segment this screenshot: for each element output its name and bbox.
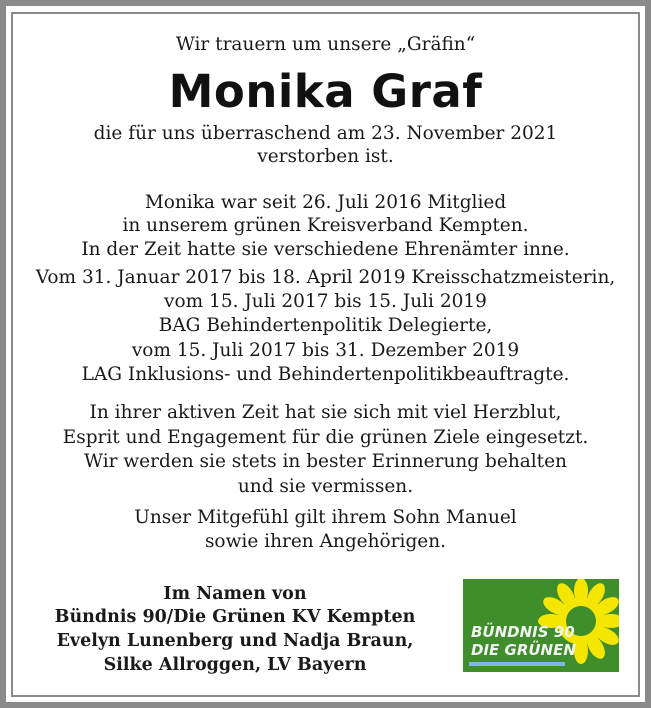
party-logo [463, 579, 619, 672]
text-line: verstorben ist. [257, 146, 394, 167]
text-line: Vom 31. Januar 2017 bis 18. April 2019 Kreisschatzmeisterin, [35, 267, 616, 288]
text-line: Unser Mitgefühl gilt ihrem Sohn Manuel [134, 507, 517, 528]
logo-text: BÜNDNIS 90 [471, 623, 575, 641]
text-line: sowie ihren Angehörigen. [204, 531, 447, 552]
text-line: die für uns überraschend am 23. November 2021 [93, 123, 558, 144]
signature-line: Evelyn Lunenberg und Nadja Braun, [56, 631, 414, 651]
text-line: In der Zeit hatte sie verschiedene Ehrenämter inne. [81, 239, 570, 260]
deceased-name: Monika Graf [168, 65, 483, 118]
intro-text: Wir trauern um unsere „Gräfin“ [175, 34, 476, 55]
logo-text: DIE GRÜNEN [471, 641, 576, 659]
text-line: und sie vermissen. [237, 476, 414, 497]
text-line: BAG Behindertenpolitik Delegierte, [158, 315, 493, 336]
text-line: in unserem grünen Kreisverband Kempten. [122, 215, 529, 236]
signature-line: Im Namen von [163, 584, 307, 604]
text-line: vom 15. Juli 2017 bis 15. Juli 2019 [164, 291, 487, 312]
text-line: vom 15. Juli 2017 bis 31. Dezember 2019 [131, 340, 520, 361]
text-line: Esprit und Engagement für die grünen Ziele eingesetzt. [62, 427, 589, 448]
text-line: Wir werden sie stets in bester Erinnerung behalten [84, 451, 567, 472]
logo-bar [469, 662, 565, 666]
text-line: Monika war seit 26. Juli 2016 Mitglied [144, 192, 507, 213]
text-line: LAG Inklusions- und Behindertenpolitikbeauftragte. [81, 364, 570, 385]
signature-line: Bündnis 90/Die Grünen KV Kempten [54, 607, 416, 627]
text-line: In ihrer aktiven Zeit hat sie sich mit viel Herzblut, [89, 402, 562, 423]
signature-line: Silke Allroggen, LV Bayern [103, 655, 367, 675]
